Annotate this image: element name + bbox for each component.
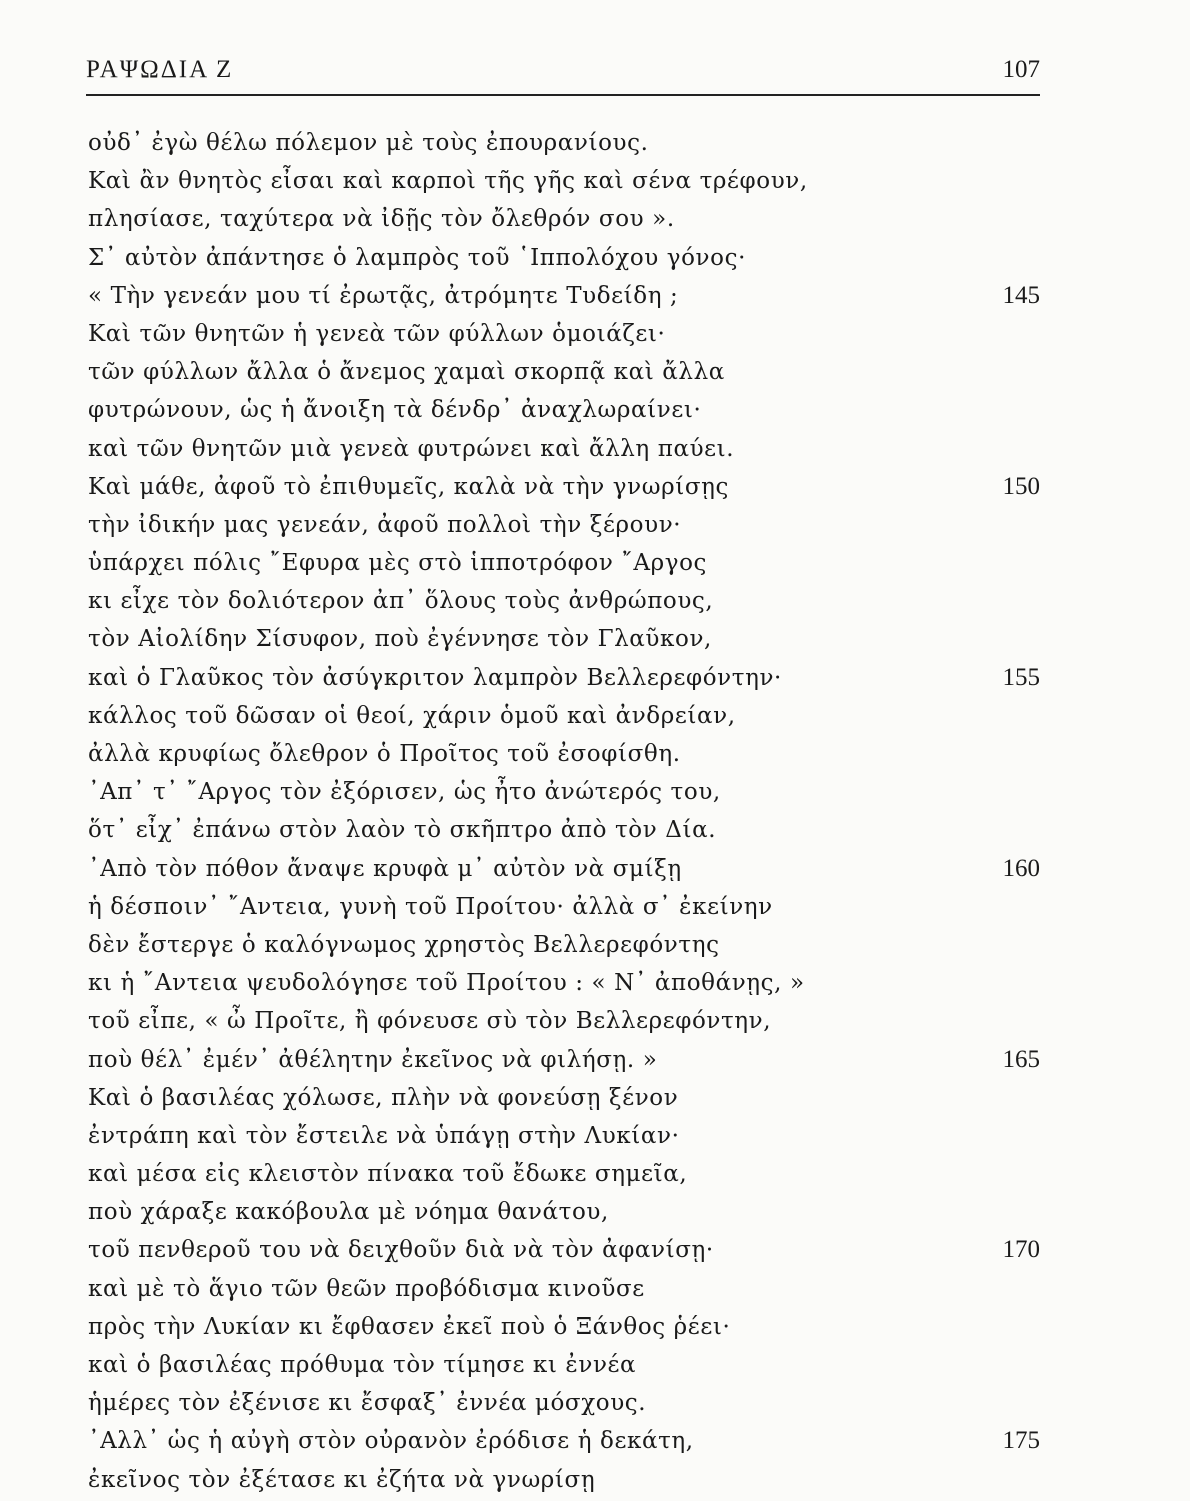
verse-text: « Τὴν γενεάν μου τί ἐρωτᾷς, ἀτρόμητε Τυδείδη ; — [88, 282, 679, 309]
verse-line — [0, 699, 1190, 737]
verse-line — [0, 317, 1190, 355]
verse-line — [0, 241, 1190, 279]
verse-line-number: 160 — [1002, 854, 1040, 882]
verse-line — [0, 1043, 1190, 1081]
verse-line — [0, 1272, 1190, 1310]
verse-line — [0, 470, 1190, 508]
verse-line-number: 155 — [1002, 663, 1040, 691]
verse-line — [0, 1424, 1190, 1462]
verse-line-number: 170 — [1002, 1236, 1040, 1264]
verse-line-number: 145 — [1002, 281, 1040, 309]
verse-line — [0, 1310, 1190, 1348]
verse-block — [0, 126, 1190, 1501]
verse-line — [0, 164, 1190, 202]
verse-text: ἐκεῖνος τὸν ἐξέτασε κι ἐζήτα νὰ γνωρίσῃ — [88, 1466, 596, 1493]
verse-text: δὲν ἔστεργε ὁ καλόγνωμος χρηστὸς Βελλερεφόντης — [88, 931, 720, 958]
verse-text: Καὶ μάθε, ἀφοῦ τὸ ἐπιθυμεῖς, καλὰ νὰ τὴν γνωρίσῃς — [88, 473, 729, 500]
verse-text: ᾽Αλλ᾽ ὡς ἡ αὐγὴ στὸν οὐρανὸν ἐρόδισε ἡ δεκάτη, — [88, 1428, 694, 1455]
verse-text: Καὶ τῶν θνητῶν ἡ γενεὰ τῶν φύλλων ὁμοιάζει· — [88, 320, 666, 347]
verse-text: ἡμέρες τὸν ἐξένισε κι ἔσφαξ᾽ ἐννέα μόσχους. — [88, 1390, 647, 1417]
verse-text: τῶν φύλλων ἄλλα ὁ ἄνεμος χαμαὶ σκορπᾷ καὶ ἄλλα — [88, 359, 725, 386]
verse-line — [0, 1157, 1190, 1195]
verse-line — [0, 202, 1190, 240]
verse-text: πλησίασε, ταχύτερα νὰ ἰδῇς τὸν ὄλεθρόν σου ». — [88, 206, 675, 233]
verse-line — [0, 1386, 1190, 1424]
verse-line-number: 150 — [1002, 472, 1040, 500]
verse-text: Καὶ ἂν θνητὸς εἶσαι καὶ καρποὶ τῆς γῆς καὶ σένα τρέφουν, — [88, 168, 808, 195]
page-number: 107 — [1002, 56, 1040, 83]
verse-text: τοῦ πενθεροῦ του νὰ δειχθοῦν διὰ νὰ τὸν ἀφανίσῃ· — [88, 1237, 714, 1264]
verse-text: ποὺ θέλ᾽ ἐμέν᾽ ἀθέλητην ἐκεῖνος νὰ φιλήσῃ. » — [88, 1046, 658, 1073]
verse-line — [0, 1081, 1190, 1119]
verse-text: Καὶ ὁ βασιλέας χόλωσε, πλὴν νὰ φονεύσῃ ξένον — [88, 1084, 679, 1111]
verse-text: καὶ ὁ βασιλέας πρόθυμα τὸν τίμησε κι ἐννέα — [88, 1352, 637, 1378]
verse-text: καὶ ὁ Γλαῦκος τὸν ἀσύγκριτον λαμπρὸν Βελλερεφόντην· — [88, 664, 782, 691]
verse-text: ὅτ᾽ εἶχ᾽ ἐπάνω στὸν λαὸν τὸ σκῆπτρο ἀπὸ τὸν Δία. — [88, 817, 717, 844]
verse-text: κι ἡ ῎Αντεια ψευδολόγησε τοῦ Προίτου : « Ν᾽ ἀποθάνῃς, » — [88, 970, 805, 997]
verse-text: τὸν Αἰολίδην Σίσυφον, ποὺ ἐγέννησε τὸν Γλαῦκον, — [88, 626, 712, 653]
verse-line — [0, 279, 1190, 317]
verse-line-number: 175 — [1002, 1427, 1040, 1455]
verse-line — [0, 661, 1190, 699]
verse-line — [0, 1004, 1190, 1042]
verse-line — [0, 775, 1190, 813]
verse-text: ἐντράπη καὶ τὸν ἔστειλε νὰ ὑπάγῃ στὴν Λυκίαν· — [88, 1122, 680, 1149]
verse-text: τοῦ εἶπε, « ὦ Προῖτε, ἢ φόνευσε σὺ τὸν Βελλερεφόντην, — [88, 1008, 772, 1035]
page-header — [86, 54, 1040, 96]
verse-line — [0, 813, 1190, 851]
verse-line-number: 165 — [1002, 1045, 1040, 1073]
verse-line — [0, 508, 1190, 546]
verse-line — [0, 966, 1190, 1004]
verse-text: οὐδ᾽ ἐγὼ θέλω πόλεμον μὲ τοὺς ἐπουρανίους. — [88, 130, 649, 156]
verse-text: ᾽Απὸ τὸν πόθον ἄναψε κρυφὰ μ᾽ αὐτὸν νὰ σμίξῃ — [88, 855, 682, 882]
verse-text: ἀλλὰ κρυφίως ὄλεθρον ὁ Προῖτος τοῦ ἐσοφίσθη. — [88, 741, 681, 767]
verse-text: κι εἶχε τὸν δολιότερον ἀπ᾽ ὅλους τοὺς ἀνθρώπους, — [88, 588, 714, 615]
verse-text: φυτρώνουν, ὡς ἡ ἄνοιξη τὰ δένδρ᾽ ἀναχλωραίνει· — [88, 397, 702, 424]
verse-line — [0, 1195, 1190, 1233]
verse-line — [0, 126, 1190, 164]
verse-line — [0, 1463, 1190, 1501]
verse-line — [0, 928, 1190, 966]
verse-text: Σ᾽ αὐτὸν ἀπάντησε ὁ λαμπρὸς τοῦ ῾Ιππολόχου γόνος· — [88, 244, 746, 271]
verse-text: ὑπάρχει πόλις ῎Εφυρα μὲς στὸ ἱπποτρόφον ῎Αργος — [88, 550, 708, 577]
verse-text: ἡ δέσποιν᾽ ῎Αντεια, γυνὴ τοῦ Προίτου· ἀλλὰ σ᾽ ἐκείνην — [88, 893, 773, 920]
verse-text: ᾽Απ᾽ τ᾽ ῎Αργος τὸν ἐξόρισεν, ὡς ἦτο ἀνώτερός του, — [88, 779, 721, 806]
verse-line — [0, 393, 1190, 431]
verse-line — [0, 584, 1190, 622]
verse-text: ποὺ χάραξε κακόβουλα μὲ νόημα θανάτου, — [88, 1199, 609, 1226]
verse-line — [0, 1119, 1190, 1157]
verse-text: καὶ μὲ τὸ ἅγιο τῶν θεῶν προβόδισμα κινοῦσε — [88, 1275, 645, 1302]
verse-text: καὶ τῶν θνητῶν μιὰ γενεὰ φυτρώνει καὶ ἄλλη παύει. — [88, 435, 735, 462]
verse-text: πρὸς τὴν Λυκίαν κι ἔφθασεν ἐκεῖ ποὺ ὁ Ξάνθος ῥέει· — [88, 1313, 731, 1340]
verse-line — [0, 852, 1190, 890]
verse-line — [0, 622, 1190, 660]
running-head: ΡΑΨΩΔΙΑ Ζ — [86, 56, 234, 83]
verse-text: καὶ μέσα εἰς κλειστὸν πίνακα τοῦ ἔδωκε σημεῖα, — [88, 1161, 688, 1188]
verse-text: τὴν ἰδικήν μας γενεάν, ἀφοῦ πολλοὶ τὴν ξέρουν· — [88, 511, 682, 538]
verse-line — [0, 1348, 1190, 1386]
verse-line — [0, 432, 1190, 470]
verse-line — [0, 1233, 1190, 1271]
verse-line — [0, 546, 1190, 584]
verse-text: κάλλος τοῦ δῶσαν οἱ θεοί, χάριν ὁμοῦ καὶ ἀνδρείαν, — [88, 702, 736, 729]
verse-line — [0, 355, 1190, 393]
verse-line — [0, 890, 1190, 928]
verse-line — [0, 737, 1190, 775]
